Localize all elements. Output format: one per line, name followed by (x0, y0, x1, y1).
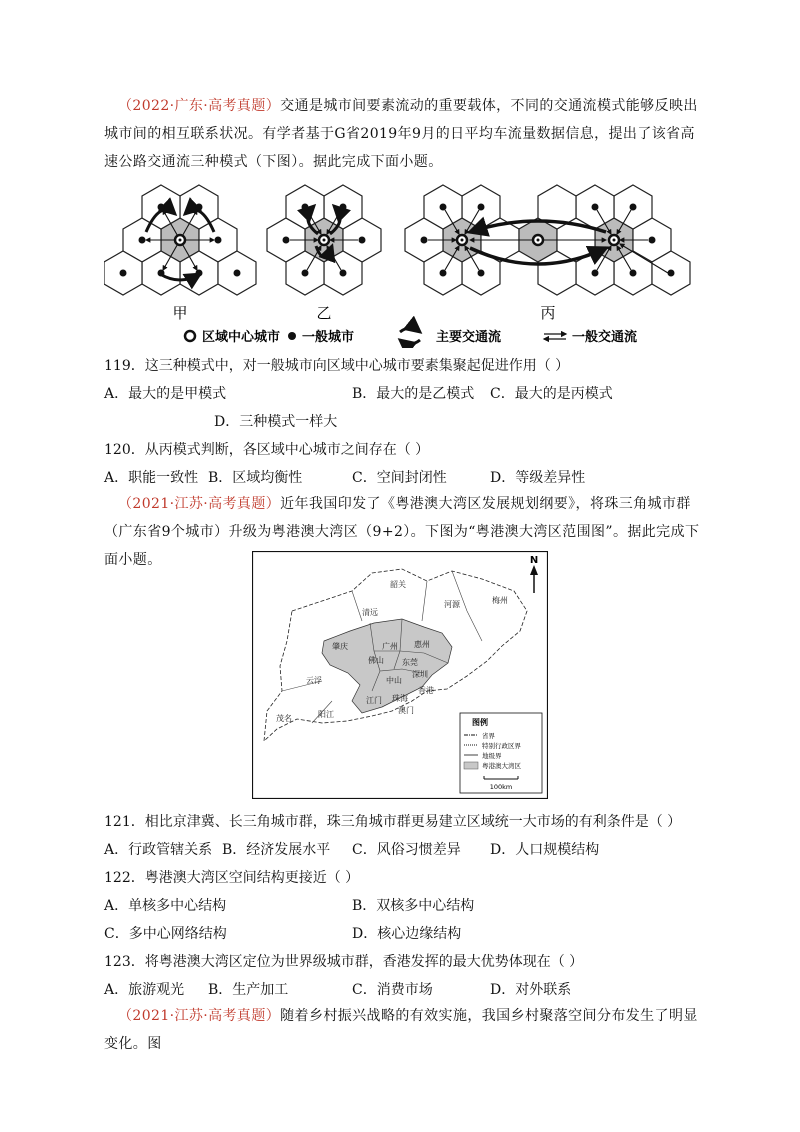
question-123-option-d[interactable]: D．对外联系 (490, 982, 572, 998)
general-flow-legend-icon (544, 334, 566, 339)
city-huizhou: 惠州 (414, 640, 430, 649)
city-meizhou: 梅州 (492, 596, 508, 605)
source-tag-2022-guangdong: （2022·广东·高考真题） (118, 98, 281, 114)
legend-center-city: 区域中心城市 (202, 330, 281, 345)
city-zhuhai: 珠海 (392, 694, 408, 703)
main-flow-legend-icon (400, 328, 420, 344)
city-dongguan: 东莞 (402, 658, 418, 667)
question-122-stem: 122．粤港澳大湾区空间结构更接近（ ） (104, 870, 360, 886)
source-tag-2021-jiangsu-2: （2021·江苏·高考真题） (118, 1008, 281, 1024)
question-121-option-a[interactable]: A．行政管辖关系 (104, 842, 213, 858)
question-121-option-d[interactable]: D．人口规模结构 (490, 842, 600, 858)
question-119-option-a[interactable]: A．最大的是甲模式 (104, 386, 227, 402)
intro-paragraph-3 (104, 1002, 704, 1058)
mode-label-bing: 丙 (540, 304, 556, 322)
city-qingyuan: 清远 (362, 608, 378, 617)
question-120-stem: 120．从丙模式判断，各区域中心城市之间存在（ ） (104, 442, 430, 458)
question-123-stem: 123．将粤港澳大湾区定位为世界级城市群，香港发挥的最大优势体现在（ ） (104, 954, 584, 970)
city-yunfu: 云浮 (306, 676, 322, 685)
question-121-stem: 121．相比京津冀、长三角城市群，珠三角城市群更易建立区域统一大市场的有利条件是（ ） (104, 814, 682, 830)
question-122-option-d[interactable]: D．核心边缘结构 (352, 926, 462, 942)
traffic-flow-diagram (104, 178, 704, 348)
mode-label-yi: 乙 (316, 304, 332, 322)
legend-sar-border: 特别行政区界 (482, 742, 521, 750)
map-legend-title: 图例 (472, 718, 488, 727)
question-120-option-c[interactable]: C．空间封闭性 (352, 470, 447, 486)
city-maoming: 茂名 (276, 714, 292, 723)
diagram-legend (185, 328, 637, 345)
center-city-legend-icon (185, 331, 195, 341)
question-122-option-b[interactable]: B．双核多中心结构 (352, 898, 475, 914)
question-122-option-a[interactable]: A．单核多中心结构 (104, 898, 227, 914)
city-foshan: 佛山 (368, 656, 384, 665)
city-yangjiang: 阳江 (318, 710, 334, 719)
gba-map (252, 551, 548, 799)
question-120-option-d[interactable]: D．等级差异性 (490, 470, 586, 486)
question-123-option-a[interactable]: A．旅游观光 (104, 982, 185, 998)
question-123-option-b[interactable]: B．生产加工 (208, 982, 289, 998)
legend-province-border: 省界 (482, 732, 495, 740)
question-120-option-a[interactable]: A．职能一致性 (104, 470, 199, 486)
city-heyuan: 河源 (444, 600, 460, 609)
question-119-stem: 119．这三种模式中，对一般城市向区域中心城市要素集聚起促进作用（ ） (104, 358, 570, 374)
question-119-option-b[interactable]: B．最大的是乙模式 (352, 386, 475, 402)
city-hongkong: 香港 (418, 686, 434, 695)
city-shaoguan: 韶关 (390, 580, 406, 589)
legend-gba-area: 粤港澳大湾区 (482, 762, 521, 770)
mode-bing (405, 185, 690, 322)
map-scale: 100km (489, 783, 513, 791)
intro-paragraph-1 (104, 92, 704, 176)
question-119-option-c[interactable]: C．最大的是丙模式 (490, 386, 613, 402)
north-label: N (529, 555, 539, 566)
mode-jia (104, 185, 256, 322)
city-shenzhen: 深圳 (412, 670, 428, 679)
legend-general-flow: 一般交通流 (572, 330, 638, 345)
source-tag-2021-jiangsu: （2021·江苏·高考真题） (118, 496, 281, 512)
legend-main-flow: 主要交通流 (436, 330, 502, 345)
general-city-legend-icon (288, 332, 296, 340)
question-123-option-c[interactable]: C．消费市场 (352, 982, 433, 998)
city-zhaoqing: 肇庆 (332, 642, 348, 651)
map-legend (460, 713, 542, 793)
intro-text-2: 近年我国印发了《粤港澳大湾区发展规划纲要》，将珠三角城市群（广东省9个城市）升级为粤港澳大湾区（9+2）。下图为“粤港澳大湾区范围图”。据此完成下面小题。 (104, 496, 700, 568)
question-119-option-d[interactable]: D．三种模式一样大 (214, 414, 338, 430)
city-jiangmen: 江门 (366, 696, 382, 705)
city-guangzhou: 广州 (382, 642, 398, 651)
intro-text-3: 随着乡村振兴战略的有效实施，我国乡村聚落空间分布发生了明显变化。图 (104, 1008, 698, 1052)
intro-text-1: 交通是城市间要素流动的重要载体，不同的交通流模式能够反映出城市间的相互联系状况。有学者基于G省2019年9月的日平均车流量数据信息，提出了该省高速公路交通流三种模式（下图）。据此完成下面小题。 (104, 98, 698, 170)
question-122-option-c[interactable]: C．多中心网络结构 (104, 926, 227, 942)
question-121-option-b[interactable]: B．经济发展水平 (222, 842, 331, 858)
question-121-option-c[interactable]: C．风俗习惯差异 (352, 842, 461, 858)
question-120-option-b[interactable]: B．区域均衡性 (208, 470, 303, 486)
legend-general-city: 一般城市 (302, 330, 355, 345)
legend-prefecture-border: 地级界 (482, 752, 502, 760)
city-zhongshan: 中山 (386, 676, 402, 685)
mode-label-jia: 甲 (172, 304, 188, 322)
mode-yi (267, 185, 381, 322)
city-macau: 澳门 (398, 706, 414, 715)
